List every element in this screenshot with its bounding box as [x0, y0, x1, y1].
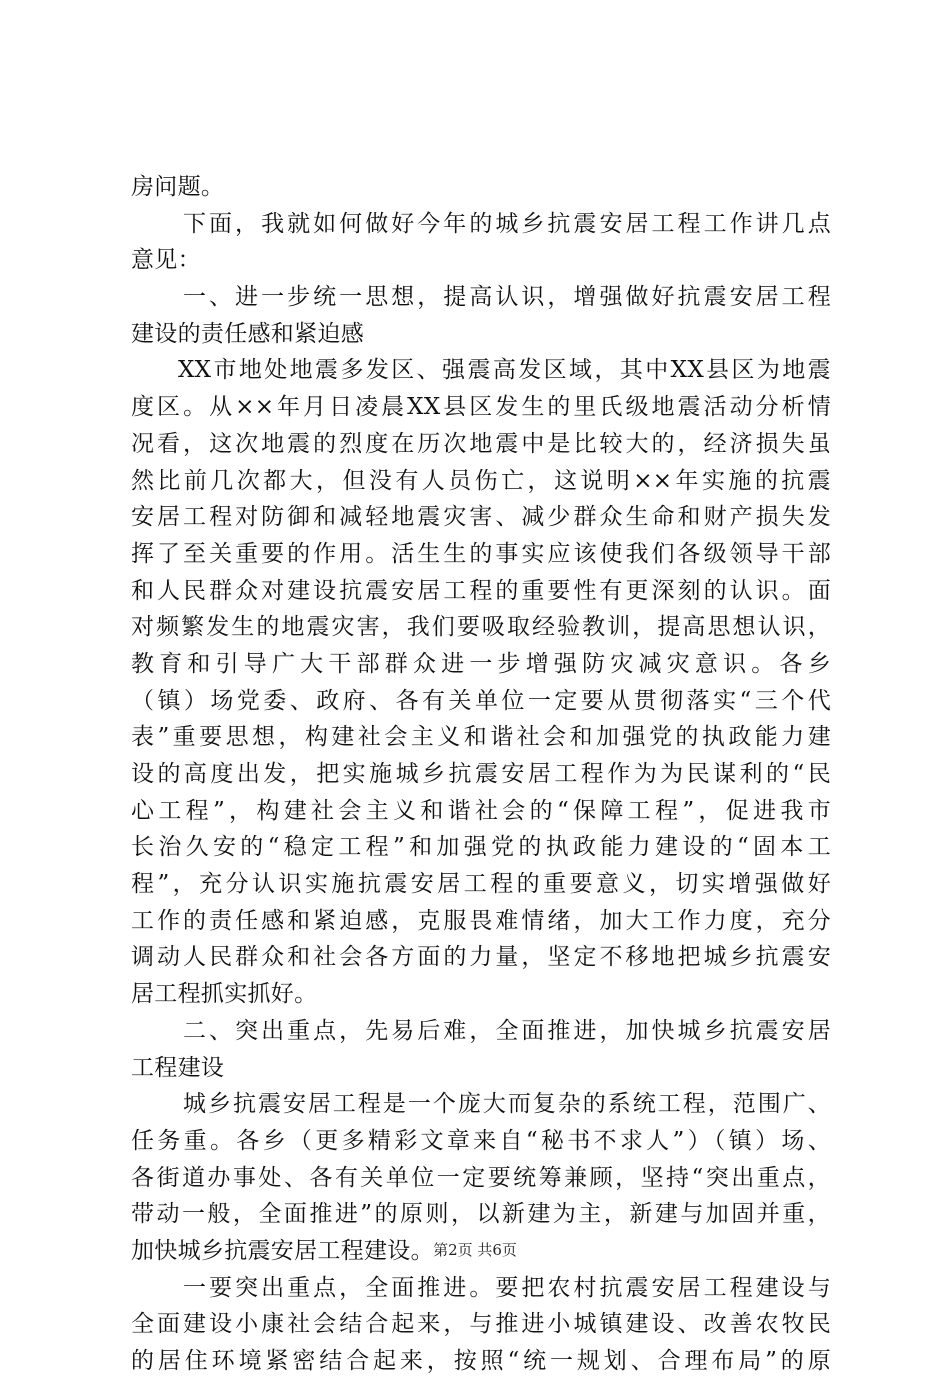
text-line: 各街道办事处、各有关单位一定要统筹兼顾，坚持“突出重点，	[131, 1164, 831, 1191]
text-line: 加快城乡抗震安居工程建设。	[131, 1237, 434, 1264]
text-line: 表”重要思想，构建社会主义和谐社会和加强党的执政能力建	[131, 724, 831, 751]
text-line: 度区。从××年月日凌晨XX县区发生的里氏级地震活动分析情	[131, 394, 831, 421]
text-line: （镇）场党委、政府、各有关单位一定要从贯彻落实“三个代	[131, 687, 831, 714]
page-footer	[0, 1240, 950, 1260]
text-line: 城乡抗震安居工程是一个庞大而复杂的系统工程，范围广、	[183, 1091, 831, 1118]
text-line: 安居工程对防御和减轻地震灾害、减少群众生命和财产损失发	[131, 504, 831, 531]
page-number-label: 第2页 共6页	[433, 1241, 517, 1259]
text-line: 然比前几次都大，但没有人员伤亡，这说明××年实施的抗震	[131, 467, 831, 494]
text-line: 的居住环境紧密结合起来，按照“统一规划、合理布局”的原	[131, 1348, 831, 1374]
section-heading-line: 一、进一步统一思想，提高认识，增强做好抗震安居工程	[183, 284, 831, 311]
text-line: 居工程抓实抓好。	[131, 981, 318, 1008]
text-line: 房问题。	[131, 174, 225, 200]
section-heading-line: 二、突出重点，先易后难，全面推进，加快城乡抗震安居	[183, 1017, 831, 1044]
text-line: 意见：	[131, 247, 201, 274]
section-heading-line: 建设的责任感和紧迫感	[131, 320, 364, 347]
text-line: 对频繁发生的地震灾害，我们要吸取经验教训，提高思想认识，	[131, 614, 831, 641]
text-line: 调动人民群众和社会各方面的力量，坚定不移地把城乡抗震安	[131, 944, 831, 971]
text-line: 和人民群众对建设抗震安居工程的重要性有更深刻的认识。面	[131, 577, 831, 604]
text-line: 教育和引导广大干部群众进一步增强防灾减灾意识。各乡	[131, 650, 831, 677]
text-line: 设的高度出发，把实施城乡抗震安居工程作为为民谋利的“民	[131, 761, 831, 787]
text-line: 一要突出重点，全面推进。要把农村抗震安居工程建设与	[183, 1274, 831, 1301]
document-body	[131, 169, 831, 1380]
text-line: 全面建设小康社会结合起来，与推进小城镇建设、改善农牧民	[131, 1311, 831, 1338]
text-line: XX市地处地震多发区、强震高发区域，其中XX县区为地震	[178, 357, 831, 384]
text-line: 心工程”，构建社会主义和谐社会的“保障工程”，促进我市	[131, 797, 831, 824]
text-line: 下面，我就如何做好今年的城乡抗震安居工程工作讲几点	[183, 210, 831, 237]
text-line: 程”，充分认识实施抗震安居工程的重要意义，切实增强做好	[131, 871, 831, 898]
text-line: 挥了至关重要的作用。活生生的事实应该使我们各级领导干部	[131, 540, 831, 567]
text-line: 任务重。各乡（更多精彩文章来自“秘书不求人”）（镇）场、	[131, 1127, 831, 1154]
text-line: 况看，这次地震的烈度在历次地震中是比较大的，经济损失虽	[131, 430, 831, 457]
text-line: 长治久安的“稳定工程”和加强党的执政能力建设的“固本工	[131, 834, 831, 861]
section-heading-line: 工程建设	[131, 1054, 225, 1081]
text-line: 带动一般，全面推进”的原则，以新建为主，新建与加固并重，	[131, 1201, 831, 1228]
text-line: 工作的责任感和紧迫感，克服畏难情绪，加大工作力度，充分	[131, 907, 831, 934]
